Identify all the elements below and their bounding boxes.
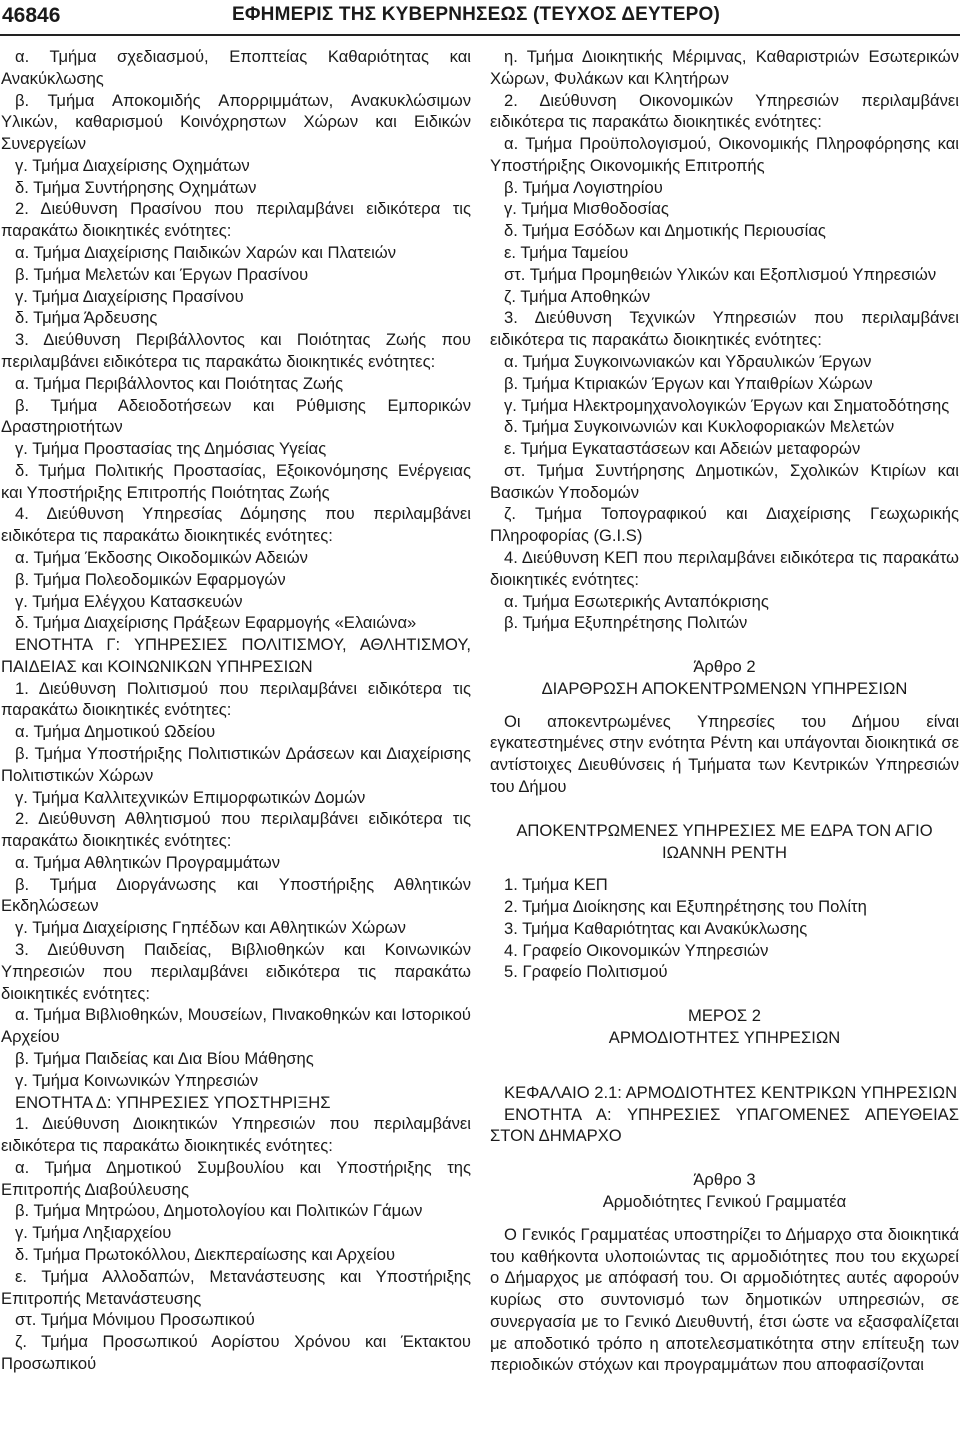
spacer xyxy=(490,1213,959,1224)
article-3-heading: Άρθρο 3 xyxy=(693,1170,756,1190)
article-2-body: Οι αποκεντρωμένες Υπηρεσίες του Δήμου είναι εγκατεστημένες στην ενότητα Ρέντη και υπάγονται διοικητικά σε αντίστοιχες Διευθύνσεις ή Τμήματα των Κεντρικών Υπηρεσιών του Δήμου xyxy=(490,711,959,796)
spacer xyxy=(490,863,959,874)
paragraph: γ. Τμήμα Μισθοδοσίας xyxy=(504,199,669,219)
part-2-heading: ΜΕΡΟΣ 2 xyxy=(688,1006,761,1026)
paragraph: ζ. Τμήμα Προσωπικού Αορίστου Χρόνου και Έκτακτου Προσωπικού xyxy=(1,1332,471,1373)
list-item: 1. Τμήμα ΚΕΠ xyxy=(504,875,608,895)
section-heading: ΕΝΟΤΗΤΑ Γ: ΥΠΗΡΕΣΙΕΣ ΠΟΛΙΤΙΣΜΟΥ, ΑΘΛΗΤΙΣΜΟΥ, ΠΑΙΔΕΙΑΣ και ΚΟΙΝΩΝΙΚΩΝ ΥΠΗΡΕΣΙΩΝ xyxy=(1,635,471,676)
paragraph: στ. Τμήμα Συντήρησης Δημοτικών, Σχολικών Κτιρίων και Βασικών Υποδομών xyxy=(490,460,959,502)
paragraph: β. Τμήμα Πολεοδομικών Εφαρμογών xyxy=(15,569,286,589)
paragraph: γ. Τμήμα Διαχείρισης Γηπέδων και Αθλητικών Χώρων xyxy=(15,918,406,938)
paragraph: γ. Τμήμα Ελέγχου Κατασκευών xyxy=(15,591,243,611)
paragraph: β. Τμήμα Μελετών και Έργων Πρασίνου xyxy=(15,264,309,284)
paragraph: α. Τμήμα σχεδιασμού, Εποπτείας Καθαριότητας και Ανακύκλωσης xyxy=(1,47,471,88)
page-header xyxy=(0,0,960,38)
list-item: 4. Γραφείο Οικονομικών Υπηρεσιών xyxy=(504,940,769,960)
paragraph: δ. Τμήμα Διαχείρισης Πράξεων Εφαρμογής «Ελαιώνα» xyxy=(15,613,417,633)
paragraph: α. Τμήμα Δημοτικού Ωδείου xyxy=(15,722,216,742)
paragraph: β. Τμήμα Αποκομιδής Απορριμμάτων, Ανακυκλώσιμων Υλικών, καθαρισμού Κοινόχρηστων Χώρων και Ειδικών Συνεργείων xyxy=(1,90,471,154)
article-3-title: Αρμοδιότητες Γενικού Γραμματέα xyxy=(602,1191,847,1211)
paragraph: β. Τμήμα Υποστήριξης Πολιτιστικών Δράσεων και Διαχείρισης Πολιτιστικών Χώρων xyxy=(1,744,471,785)
paragraph: α. Τμήμα Προϋπολογισμού, Οικονομικής Πληροφόρησης και Υποστήριξης Οικονομικής Επιτροπής xyxy=(490,134,959,175)
paragraph: α. Τμήμα Αθλητικών Προγραμμάτων xyxy=(15,852,281,872)
left-column xyxy=(1,46,471,1375)
page-number: 46846 xyxy=(2,4,61,27)
paragraph: γ. Τμήμα Διαχείρισης Πρασίνου xyxy=(15,286,244,306)
paragraph: β. Τμήμα Μητρώου, Δημοτολογίου και Πολιτικών Γάμων xyxy=(15,1201,423,1221)
paragraph: γ. Τμήμα Καλλιτεχνικών Επιμορφωτικών Δομών xyxy=(15,787,366,807)
right-column xyxy=(490,46,959,1376)
article-2-title: ΔΙΑΡΘΡΩΣΗ ΑΠΟΚΕΝΤΡΩΜΕΝΩΝ ΥΠΗΡΕΣΙΩΝ xyxy=(541,678,908,698)
paragraph: γ. Τμήμα Ηλεκτρομηχανολογικών Έργων και Σηματοδότησης xyxy=(504,395,950,415)
paragraph: α. Τμήμα Συγκοινωνιακών και Υδραυλικών Έργων xyxy=(504,351,872,371)
paragraph: γ. Τμήμα Κοινωνικών Υπηρεσιών xyxy=(15,1070,259,1090)
paragraph: β. Τμήμα Εξυπηρέτησης Πολιτών xyxy=(504,613,748,633)
paragraph: δ. Τμήμα Συντήρησης Οχημάτων xyxy=(15,177,257,197)
paragraph: α. Τμήμα Βιβλιοθηκών, Μουσείων, Πινακοθηκών και Ιστορικού Αρχείου xyxy=(1,1005,471,1047)
spacer xyxy=(490,1147,959,1169)
paragraph: α. Τμήμα Δημοτικού Συμβουλίου και Υποστήριξης της Επιτροπής Διαβούλευσης xyxy=(1,1157,471,1199)
spacer xyxy=(490,700,959,711)
part-2-title: ΑΡΜΟΔΙΟΤΗΤΕΣ ΥΠΗΡΕΣΙΩΝ xyxy=(608,1028,841,1048)
section-heading: ΕΝΟΤΗΤΑ Δ: ΥΠΗΡΕΣΙΕΣ ΥΠΟΣΤΗΡΙΞΗΣ xyxy=(15,1092,331,1112)
paragraph: γ. Τμήμα Προστασίας της Δημόσιας Υγείας xyxy=(15,439,327,459)
paragraph: 3. Διεύθυνση Παιδείας, Βιβλιοθηκών και Κοινωνικών Υπηρεσιών που περιλαμβάνει ειδικότερα τις παρακάτω διοικητικές ενότητες: xyxy=(1,940,471,1003)
paragraph: δ. Τμήμα Συγκοινωνιών και Κυκλοφοριακών Μελετών xyxy=(504,417,895,437)
spacer xyxy=(490,798,959,820)
paragraph: β. Τμήμα Αδειοδοτήσεων και Ρύθμισης Εμπορικών Δραστηριοτήτων xyxy=(1,395,471,437)
paragraph: στ. Τμήμα Μόνιμου Προσωπικού xyxy=(15,1310,255,1330)
paragraph: ζ. Τμήμα Τοπογραφικού και Διαχείρισης Γεωχωρικής Πληροφορίας (G.I.S) xyxy=(490,504,959,546)
paragraph: 2. Διεύθυνση Αθλητισμού που περιλαμβάνει ειδικότερα τις παρακάτω διοικητικές ενότητες: xyxy=(1,809,471,851)
paragraph: 1. Διεύθυνση Πολιτισμού που περιλαμβάνει ειδικότερα τις παρακάτω διοικητικές ενότητες: xyxy=(1,678,471,720)
header-rule xyxy=(0,34,960,36)
paragraph: 2. Διεύθυνση Πρασίνου που περιλαμβάνει ειδικότερα τις παρακάτω διοικητικές ενότητες: xyxy=(1,199,471,241)
paragraph: α. Τμήμα Διαχείρισης Παιδικών Χαρών και Πλατειών xyxy=(15,243,397,263)
paragraph: στ. Τμήμα Προμηθειών Υλικών και Εξοπλισμού Υπηρεσιών xyxy=(504,264,937,284)
chapter-heading: ΚΕΦΑΛΑΙΟ 2.1: ΑΡΜΟΔΙΟΤΗΤΕΣ ΚΕΝΤΡΙΚΩΝ ΥΠΗΡΕΣΙΩΝ xyxy=(504,1082,958,1102)
paragraph: α. Τμήμα Εσωτερικής Ανταπόκρισης xyxy=(504,591,769,611)
paragraph: η. Τμήμα Διοικητικής Μέριμνας, Καθαριστριών Εσωτερικών Χώρων, Φυλάκων και Κλητήρων xyxy=(490,47,959,88)
paragraph: δ. Τμήμα Πρωτοκόλλου, Διεκπεραίωσης και Αρχείου xyxy=(15,1244,396,1264)
paragraph: ε. Τμήμα Εγκαταστάσεων και Αδειών μεταφορών xyxy=(504,439,861,459)
decentralised-services-title: ΑΠΟΚΕΝΤΡΩΜΕΝΕΣ ΥΠΗΡΕΣΙΕΣ ΜΕ ΕΔΡΑ ΤΟΝ ΑΓΙΟ ΙΩΑΝΝΗ ΡΕΝΤΗ xyxy=(516,820,933,862)
paragraph: δ. Τμήμα Εσόδων και Δημοτικής Περιουσίας xyxy=(504,221,826,241)
paragraph: α. Τμήμα Έκδοσης Οικοδομικών Αδειών xyxy=(15,547,308,567)
paragraph: γ. Τμήμα Ληξιαρχείου xyxy=(15,1223,172,1243)
paragraph: β. Τμήμα Διοργάνωσης και Υποστήριξης Αθλητικών Εκδηλώσεων xyxy=(1,874,471,916)
paragraph: ζ. Τμήμα Αποθηκών xyxy=(504,286,651,306)
spacer xyxy=(490,1049,959,1071)
paragraph: β. Τμήμα Παιδείας και Δια Βίου Μάθησης xyxy=(15,1048,314,1068)
paragraph: δ. Τμήμα Πολιτικής Προστασίας, Εξοικονόμησης Ενέργειας και Υποστήριξης Επιτροπής Ποιότητας Ζωής xyxy=(1,460,471,502)
paragraph: 3. Διεύθυνση Τεχνικών Υπηρεσιών που περιλαμβάνει ειδικότερα τις παρακάτω διοικητικές ενότητες: xyxy=(490,308,959,350)
list-item: 5. Γραφείο Πολιτισμού xyxy=(504,962,668,982)
paragraph: γ. Τμήμα Διαχείρισης Οχημάτων xyxy=(15,155,250,175)
spacer xyxy=(490,983,959,1005)
paragraph: δ. Τμήμα Άρδευσης xyxy=(15,308,158,328)
unit-heading: ΕΝΟΤΗΤΑ Α: ΥΠΗΡΕΣΙΕΣ ΥΠΑΓΟΜΕΝΕΣ ΑΠΕΥΘΕΙΑΣ ΣΤΟΝ ΔΗΜΑΡΧΟ xyxy=(490,1104,959,1146)
paragraph: β. Τμήμα Λογιστηρίου xyxy=(504,177,663,197)
paragraph: 4. Διεύθυνση Υπηρεσίας Δόμησης που περιλαμβάνει ειδικότερα τις παρακάτω διοικητικές ενότητες: xyxy=(1,504,471,546)
paragraph: ε. Τμήμα Αλλοδαπών, Μετανάστευσης και Υποστήριξης Επιτροπής Μετανάστευσης xyxy=(1,1266,471,1308)
spacer xyxy=(490,1071,959,1082)
list-item: 3. Τμήμα Καθαριότητας και Ανακύκλωσης xyxy=(504,918,808,938)
gazette-title: ΕΦΗΜΕΡΙΣ ΤΗΣ ΚΥΒΕΡΝΗΣΕΩΣ (ΤΕΥΧΟΣ ΔΕΥΤΕΡΟ) xyxy=(232,4,720,25)
spacer xyxy=(490,634,959,656)
list-item: 2. Τμήμα Διοίκησης και Εξυπηρέτησης του Πολίτη xyxy=(504,897,867,917)
article-3-body: Ο Γενικός Γραμματέας υποστηρίζει το Δήμαρχο στα διοικητικά του καθήκοντα υλοποιώντας τις αρμοδιότητες που του εκχωρεί ο Δήμαρχος με απόφασή του. Οι αρμοδιότητες αυτές αφορούν κυρίως στο συντονισμό των δημοτικών υπηρεσιών, σε συνεργασία με το Γενικό Διευθυντή, έτσι ώστε να εξασφαλίζεται με αποδοτικό τρόπο η αποτελεσματικότητα στην επίτευξη των περιοδικών στόχων και προγραμμάτων που αποφασίζονται xyxy=(490,1224,959,1375)
paragraph: 1. Διεύθυνση Διοικητικών Υπηρεσιών που περιλαμβάνει ειδικότερα τις παρακάτω διοικητικές ενότητες: xyxy=(1,1114,471,1156)
paragraph: ε. Τμήμα Ταμείου xyxy=(504,243,629,263)
article-2-heading: Άρθρο 2 xyxy=(693,657,756,677)
paragraph: 3. Διεύθυνση Περιβάλλοντος και Ποιότητας Ζωής που περιλαμβάνει ειδικότερα τις παρακάτω διοικητικές ενότητες: xyxy=(1,330,471,371)
paragraph: 2. Διεύθυνση Οικονομικών Υπηρεσιών περιλαμβάνει ειδικότερα τις παρακάτω διοικητικές ενότητες: xyxy=(490,90,959,132)
paragraph: β. Τμήμα Κτιριακών Έργων και Υπαιθρίων Χώρων xyxy=(504,373,873,393)
paragraph: 4. Διεύθυνση ΚΕΠ που περιλαμβάνει ειδικότερα τις παρακάτω διοικητικές ενότητες: xyxy=(490,547,959,589)
paragraph: α. Τμήμα Περιβάλλοντος και Ποιότητας Ζωής xyxy=(15,373,344,393)
